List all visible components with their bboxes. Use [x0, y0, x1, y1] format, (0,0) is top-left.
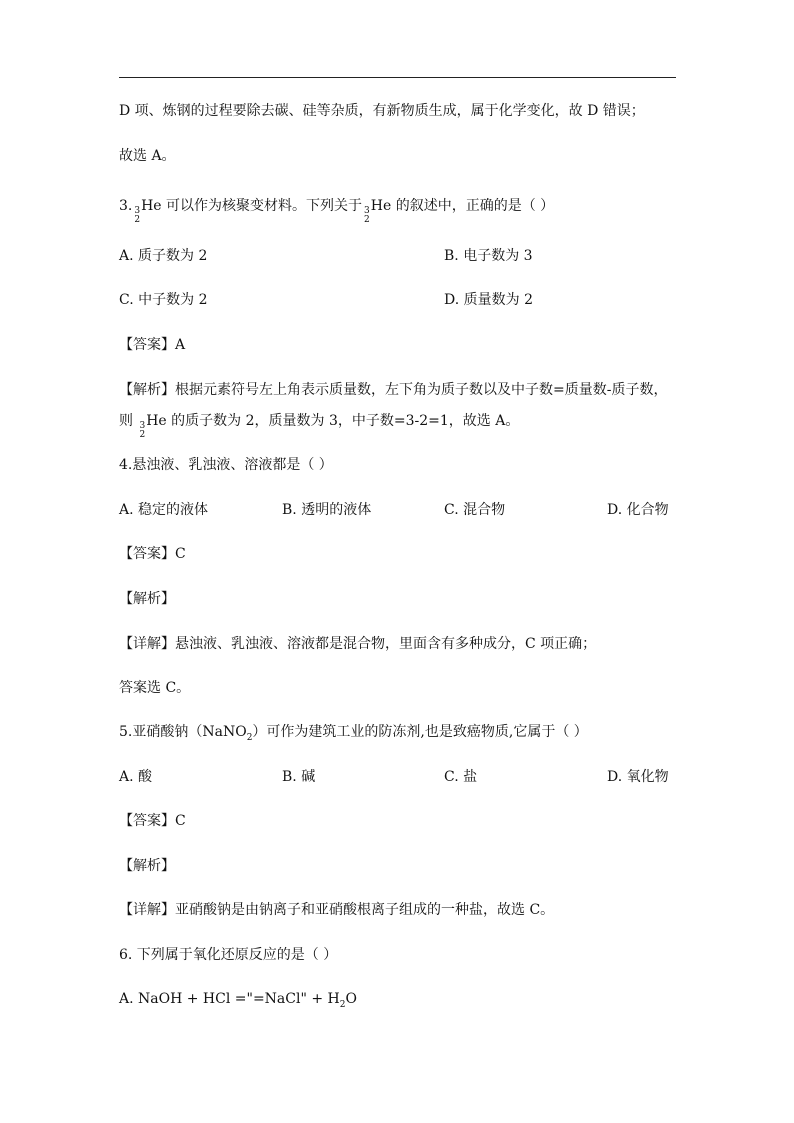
option-a [119, 989, 357, 1015]
explanation-line-1: 【解析】根据元素符号左上角表示质量数，左下角为质子数以及中子数=质量数-质子数， [119, 382, 668, 398]
helium-isotope [139, 411, 166, 440]
answer-label: 【答案】C [119, 546, 186, 562]
mass-number: 3 [364, 206, 370, 216]
detail-text: 【详解】亚硝酸钠是由钠离子和亚硝酸根离子组成的一种盐，故选 C。 [119, 902, 555, 918]
helium-isotope [134, 196, 161, 225]
mass-number: 3 [134, 206, 141, 216]
explanation-text: 则 [119, 413, 138, 429]
question-text: 的叙述中，正确的是（ ） [395, 198, 555, 214]
atomic-number: 2 [139, 430, 146, 440]
answer-label: 【答案】C [119, 813, 186, 829]
option-a: A. 质子数为 2 [119, 248, 208, 264]
paragraph-conclusion: 故选 A。 [119, 148, 176, 164]
option-b: B. 电子数为 3 [444, 248, 533, 264]
question-number: 3. [119, 198, 133, 214]
helium-isotope [364, 196, 391, 225]
answer-conclusion: 答案选 C。 [119, 680, 191, 696]
element-symbol: He [370, 198, 392, 214]
question-text: 5.亚硝酸钠（NaNO [119, 724, 247, 740]
option-c: C. 混合物 [444, 502, 506, 518]
equation-text: A. NaOH + HCl ="=NaCl" + H [119, 991, 340, 1007]
question-6: 6. 下列属于氧化还原反应的是（ ） [119, 947, 338, 963]
option-b: B. 透明的液体 [282, 502, 372, 518]
detail-text: 【详解】悬浊液、乳浊液、溶液都是混合物，里面含有多种成分，C 项正确； [119, 636, 597, 652]
parse-label: 【解析】 [119, 591, 175, 607]
question-text: 可以作为核聚变材料。下列关于 [166, 198, 363, 214]
parse-label: 【解析】 [119, 858, 175, 874]
explanation-text: 的质子数为 2，质量数为 3，中子数=3-2=1，故选 A。 [166, 413, 520, 429]
question-4: 4.悬浊液、乳浊液、溶液都是（ ） [119, 457, 333, 473]
option-d: D. 化合物 [607, 502, 669, 518]
paragraph-d-item: D 项、炼钢的过程要除去碳、硅等杂质，有新物质生成，属于化学变化，故 D 错误； [119, 103, 645, 119]
explanation-line-2 [119, 411, 519, 440]
option-c: C. 盐 [444, 769, 478, 785]
question-text: ）可作为建筑工业的防冻剂,也是致癌物质,它属于（ ） [252, 724, 588, 740]
atomic-number: 2 [364, 215, 370, 225]
option-a: A. 酸 [119, 769, 153, 785]
header-rule [119, 77, 676, 78]
mass-number: 3 [139, 421, 146, 431]
element-symbol: He [141, 198, 162, 214]
option-d: D. 氧化物 [607, 769, 669, 785]
element-symbol: He [146, 413, 167, 429]
option-b: B. 碱 [282, 769, 316, 785]
answer-label: 【答案】A [119, 337, 186, 353]
subscript: 2 [246, 732, 253, 743]
subscript: 2 [339, 999, 346, 1010]
question-3 [119, 196, 554, 225]
atomic-number: 2 [134, 215, 141, 225]
question-5 [119, 722, 588, 748]
equation-text: O [345, 991, 357, 1007]
option-c: C. 中子数为 2 [119, 292, 208, 308]
option-d: D. 质量数为 2 [444, 292, 533, 308]
option-a: A. 稳定的液体 [119, 502, 209, 518]
